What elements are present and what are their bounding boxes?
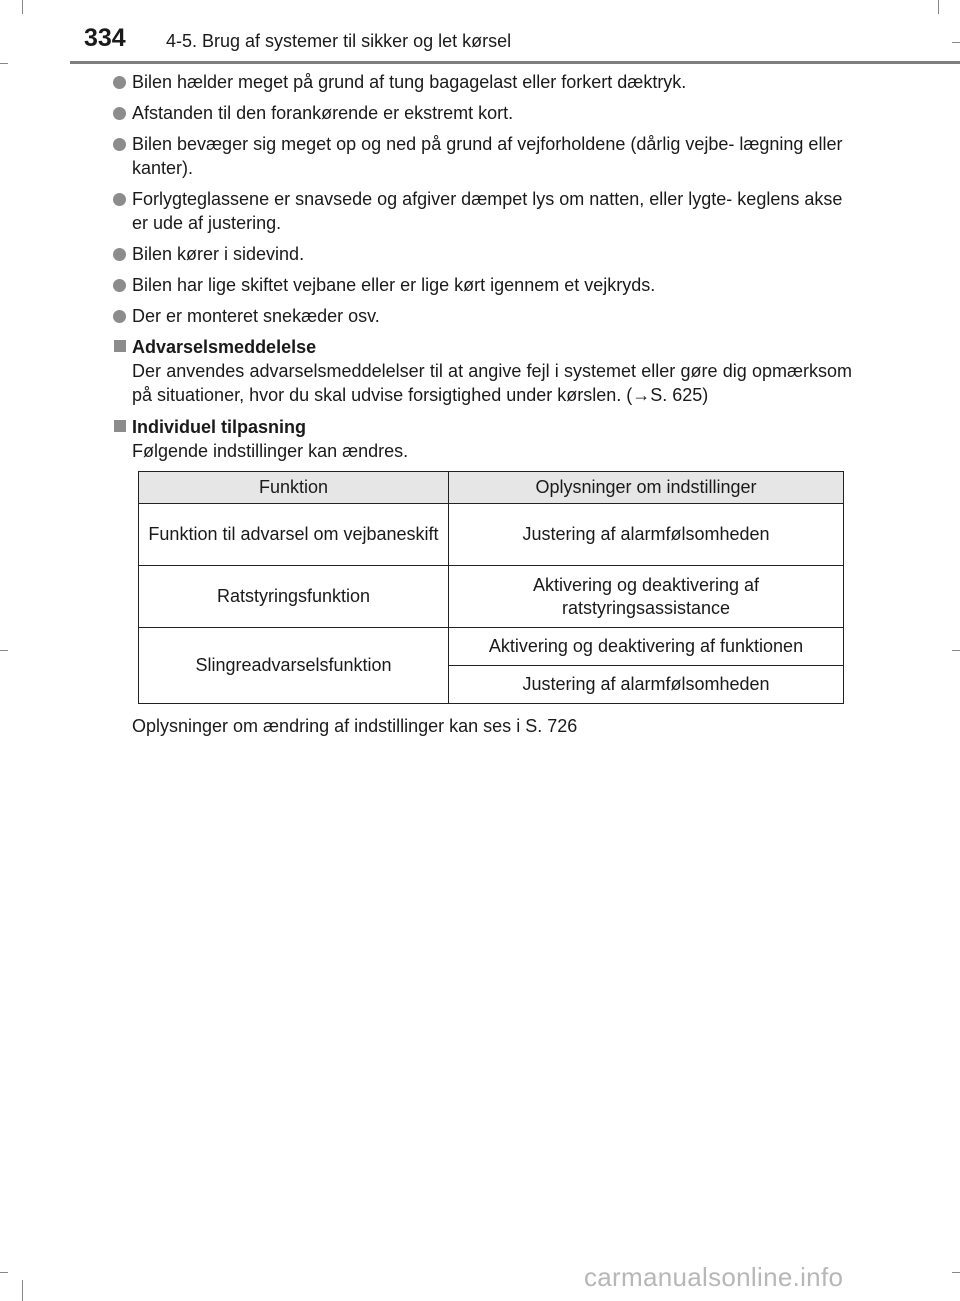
- list-item-text: Bilen bevæger sig meget op og ned på grund af vejforholdene (dårlig vejbe- lægning eller kanter).: [132, 134, 843, 178]
- list-item: [112, 132, 852, 180]
- bullet-icon: [113, 279, 126, 292]
- table-cell-setting: Aktivering og deaktivering af funktionen: [449, 628, 844, 666]
- bullet-icon: [113, 76, 126, 89]
- section-title: Advarselsmeddelelse: [132, 337, 317, 357]
- crop-mark: [0, 1272, 8, 1273]
- table-cell-setting: Justering af alarmfølsomheden: [449, 666, 844, 704]
- crop-mark: [952, 42, 960, 43]
- list-item-text: Bilen hælder meget på grund af tung bagagelast eller forkert dæktryk.: [132, 72, 687, 92]
- settings-note: Oplysninger om ændring af indstillinger kan ses i S. 726: [132, 716, 578, 736]
- table-cell-setting: Aktivering og deaktivering af ratstyringsassistance: [449, 566, 844, 628]
- list-item-text: Bilen har lige skiftet vejbane eller er lige kørt igennem et vejkryds.: [132, 275, 656, 295]
- list-item: [112, 304, 852, 328]
- settings-table: [138, 471, 844, 704]
- crop-mark: [938, 0, 939, 14]
- list-item: [112, 273, 852, 297]
- crop-mark: [22, 1280, 23, 1301]
- crop-mark: [0, 63, 8, 64]
- list-item-text: Afstanden til den forankørende er ekstremt kort.: [132, 103, 514, 123]
- list-item-text: Bilen kører i sidevind.: [132, 244, 305, 264]
- list-item: [112, 101, 852, 125]
- crop-mark: [0, 650, 8, 651]
- page-content: [112, 70, 852, 738]
- table-cell-function: Slingreadvarselsfunktion: [139, 628, 449, 704]
- section-square-icon: [114, 420, 126, 432]
- bullet-icon: [113, 107, 126, 120]
- bullet-icon: [113, 138, 126, 151]
- table-cell-function: Funktion til advarsel om vejbaneskift: [139, 504, 449, 566]
- crop-mark: [22, 0, 23, 14]
- section-body: Følgende indstillinger kan ændres.: [132, 441, 409, 461]
- list-item: [112, 187, 852, 235]
- table-row: [139, 628, 844, 666]
- watermark: carmanualsonline.info: [584, 1262, 844, 1292]
- section-title: Individuel tilpasning: [132, 417, 307, 437]
- list-item: [112, 242, 852, 266]
- bullet-icon: [113, 193, 126, 206]
- table-header-row: [139, 472, 844, 504]
- section-body: Der anvendes advarselsmeddelelser til at angive fejl i systemet eller gøre dig opmærksom på situationer, hvor du skal udvise forsigtighed under kørslen. (→S. 625): [132, 361, 852, 405]
- section-square-icon: [114, 340, 126, 352]
- list-item: [112, 70, 852, 94]
- header-rule: [70, 61, 960, 64]
- list-item-text: Der er monteret snekæder osv.: [132, 306, 380, 326]
- page-number: 334: [84, 24, 126, 52]
- section-warning-message: [112, 335, 852, 407]
- chapter-title: 4-5. Brug af systemer til sikker og let kørsel: [166, 31, 512, 51]
- table-cell-function: Ratstyringsfunktion: [139, 566, 449, 628]
- page-header: [0, 0, 960, 64]
- bullet-icon: [113, 248, 126, 261]
- crop-mark: [952, 1272, 960, 1273]
- section-customization: [112, 415, 852, 463]
- bullet-icon: [113, 310, 126, 323]
- table-header-cell: Oplysninger om indstillinger: [449, 472, 844, 504]
- table-row: [139, 566, 844, 628]
- table-header-cell: Funktion: [139, 472, 449, 504]
- crop-mark: [952, 650, 960, 651]
- table-cell-setting: Justering af alarmfølsomheden: [449, 504, 844, 566]
- list-item-text: Forlygteglassene er snavsede og afgiver dæmpet lys om natten, eller lygte- keglens akse er ude af justering.: [132, 189, 843, 233]
- table-row: [139, 504, 844, 566]
